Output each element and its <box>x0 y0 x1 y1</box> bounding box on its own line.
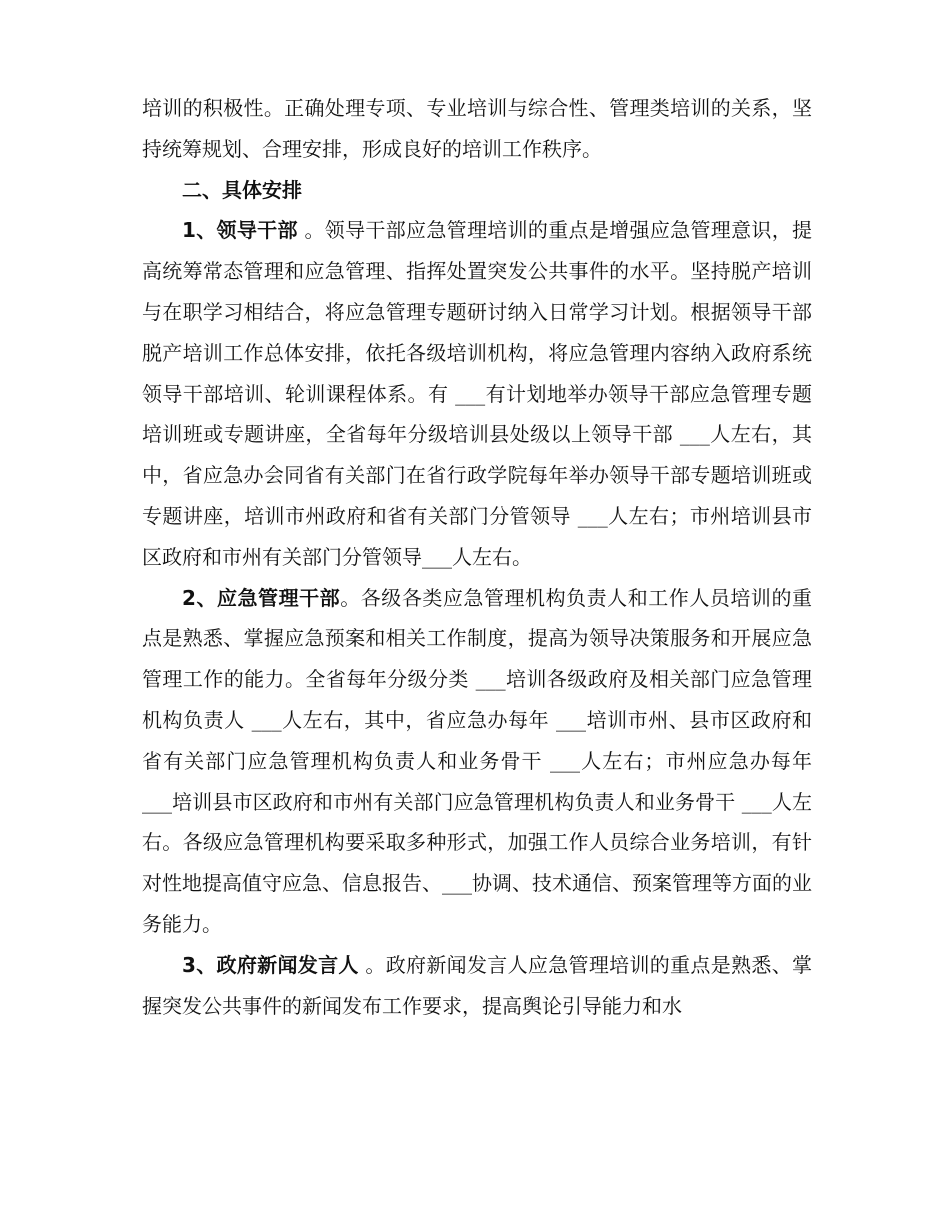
item-spokesperson-paragraph <box>142 945 812 1027</box>
section-heading: 二、具体安排 <box>182 177 302 202</box>
item-leaders-paragraph <box>142 210 812 577</box>
intro-paragraph: 培训的积极性。正确处理专项、专业培训与综合性、管理类培训的关系，坚持统筹规划、合理安排，形成良好的培训工作秩序。 <box>142 96 812 161</box>
item-emergency-staff-text: 。各级各类应急管理机构负责人和工作人员培训的重点是熟悉、掌握应急预案和相关工作制度，提高为领导决策服务和开展应急管理工作的能力。全省每年分级分类 ___培训各级政府及相关部门应急管理机构负责人 ___人左右，其中，省应急办每年 ___培训市州、县市区政府和省有关部门应急管理机构负责人和业务骨干 ___人左右；市州应急办每年 ___培训县市区政府和市州有关部门应急管理机构负责人和业务骨干 ___人左右。各级应急管理机构要采取多种形式，加强工作人员综合业务培训，有针对性地提高值守应急、信息报告、___协调、技术通信、预案管理等方面的业务能力。 <box>142 585 813 936</box>
item-spokesperson-title: 3、政府新闻发言人 <box>182 952 359 977</box>
item-emergency-staff-title: 2、应急管理干部 <box>182 585 341 610</box>
item-leaders-title: 1、领导干部 <box>182 218 298 243</box>
item-spokesperson-text: 。政府新闻发言人应急管理培训的重点是熟悉、掌握突发公共事件的新闻发布工作要求，提高舆论引导能力和水 <box>142 952 813 1018</box>
item-leaders-text: 。领导干部应急管理培训的重点是增强应急管理意识，提高统筹常态管理和应急管理、指挥处置突发公共事件的水平。坚持脱产培训与在职学习相结合，将应急管理专题研讨纳入日常学习计划。根据领导干部脱产培训工作总体安排，依托各级培训机构，将应急管理内容纳入政府系统领导干部培训、轮训课程体系。有 ___有计划地举办领导干部应急管理专题培训班或专题讲座，全省每年分级培训县处级以上领导干部 ___人左右，其中，省应急办会同省有关部门在省行政学院每年举办领导干部专题培训班或专题讲座，培训市州政府和省有关部门分管领导 ___人左右；市州培训县市区政府和市州有关部门分管领导___人左右。 <box>142 218 813 569</box>
document-page <box>142 88 812 1026</box>
item-emergency-staff-paragraph <box>142 578 812 945</box>
